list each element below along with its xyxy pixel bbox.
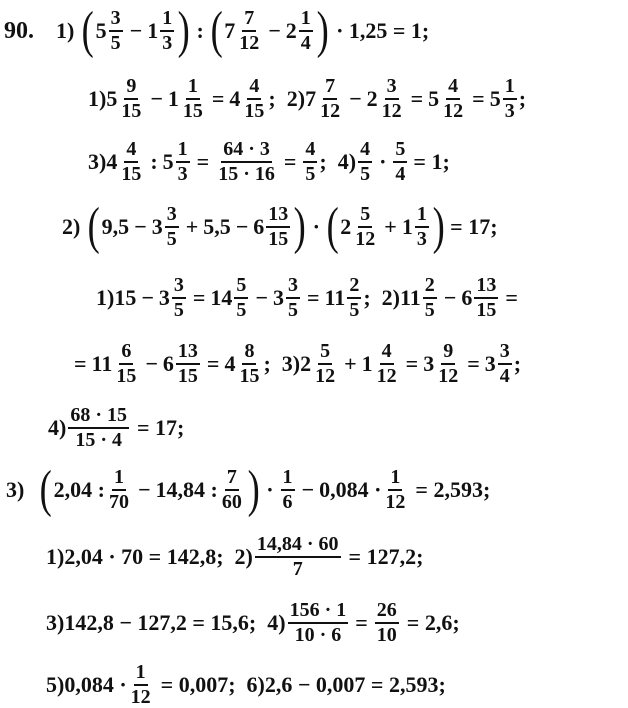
paren-close: ) [177, 2, 190, 60]
p1s1-label: 1) [88, 86, 107, 111]
p1-b-whole: 1 [147, 18, 159, 43]
paren-open: ( [210, 2, 223, 60]
p2-label: 2) [62, 214, 81, 239]
p3-steps-3-4: 3) 142,8 − 127,2 = 15,6; 4) $\frac{156 \cdot 1}{10 \cdot 6}$ = $\frac{26}{10}$ = 2,6; [46, 599, 460, 646]
p3-steps-1-2: 1) 2,04 · 70 = 142,8; 2) $\frac{14,84 \cdot 60}{7}$ = 127,2; [46, 533, 424, 580]
p1-label: 1) [56, 18, 75, 43]
p1-a-whole: 5 [95, 18, 107, 43]
p1-steps-3-4: 3) 4 $\frac{4}{15}$ : 5 $\frac{1}{3}$ = $\frac{64 \cdot 3}{15 \cdot 16}$ = $\frac{4}{5}$ ; 4) $\frac{4}{5}$ · $\frac{5}{4}$ = 1; [88, 138, 450, 185]
p2-steps-2cont-3: = 11 $\frac{6}{15}$ − 6 $\frac{13}{15}$ = 4 $\frac{8}{15}$ ; 3) 2 $\frac{5}{12}$ + 1 $\frac{4}{12}$ = 3 $\frac{9}{12}$ = 3 $\frac{3}{4}$ ; [74, 340, 522, 387]
p1-d-frac: $\frac{1}{4}$ [300, 7, 311, 54]
p1-tail: · 1,25 = 1; [336, 18, 430, 43]
paren-close: ) [316, 2, 329, 60]
p3-label: 3) [6, 477, 25, 502]
p1-expression: 90. 1) ( 5 $\frac{3}{5}$ − 1 $\frac{1}{3}$ ) : ( 7 $\frac{7}{12}$ − 2 $\frac{1}{4}$ ) · 1,25 = 1; [4, 2, 430, 60]
p1-steps-1-2: 1) 5 $\frac{9}{15}$ − 1 $\frac{1}{15}$ = 4 $\frac{4}{15}$ ; 2) 7 $\frac{7}{12}$ − 2 $\frac{3}{12}$ = 5 $\frac{4}{12}$ = 5 $\frac{1}{3}$ ; [88, 75, 527, 122]
p1s4-label: 4) [337, 149, 357, 174]
p1-c-whole: 7 [224, 18, 236, 43]
problem-number: 90. [4, 18, 34, 44]
p1s3-label: 3) [88, 149, 107, 174]
p1-d-whole: 2 [285, 18, 297, 43]
p1-b-frac: $\frac{1}{3}$ [162, 7, 173, 54]
p2-steps-1-2: 1) 15 − 3 $\frac{3}{5}$ = 14 $\frac{5}{5}$ − 3 $\frac{3}{5}$ = 11 $\frac{2}{5}$ ; 2) 11 $\frac{2}{5}$ − 6 $\frac{13}{15}$ = [96, 274, 518, 321]
p1-c-frac: $\frac{7}{12}$ [239, 7, 260, 54]
p2-step-4: 4) $\frac{68 \cdot 15}{15 \cdot 4}$ = 17; [48, 404, 185, 451]
paren-open: ( [81, 2, 95, 60]
p1-a-frac: $\frac{3}{5}$ [110, 7, 121, 54]
p1s2-label: 2) [286, 86, 306, 111]
p3-steps-5-6: 5) 0,084 · $\frac{1}{12}$ = 0,007; 6) 2,6 − 0,007 = 2,593; [46, 661, 446, 708]
p3-expression: 3) ( 2,04 : $\frac{1}{70}$ − 14,84 : $\frac{7}{60}$ ) · $\frac{1}{6}$ − 0,084 · $\frac{1}{12}$ = 2,593; [6, 461, 491, 519]
p2-expression: 2) ( 9,5 − 3 $\frac{3}{5}$ + 5,5 − 6 $\frac{13}{15}$ ) · ( 2 $\frac{5}{12}$ + 1 $\frac{1}{3}$ ) = 17; [62, 198, 498, 256]
